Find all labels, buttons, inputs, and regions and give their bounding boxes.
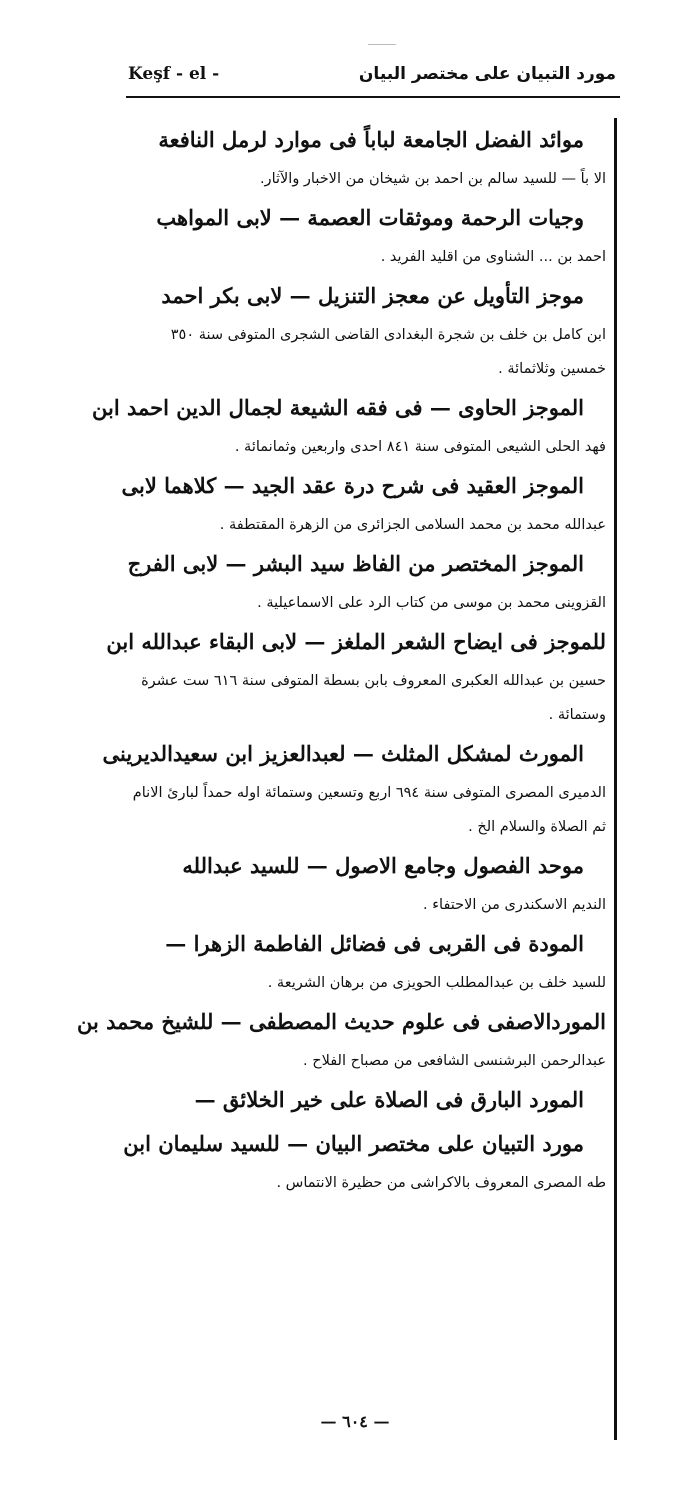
header-book-title: مورد التبيان على مختصر البيان	[358, 64, 616, 84]
entry-title: المورد البارق فى الصلاة على خير الخلائق —	[194, 1087, 584, 1112]
entry	[92, 386, 606, 464]
entry	[128, 1078, 606, 1122]
entry-description: احمد بن ... الشناوى من اقليد الفريد .	[380, 249, 606, 265]
entry-description: عبدالله محمد بن محمد السلامى الجزائرى من الزهرة المقتطفة .	[219, 517, 606, 533]
header-keyword: Keşf - el -	[128, 64, 220, 84]
entry-description: فهد الحلى الشيعى المتوفى سنة ٨٤١ احدى واربعين وثمانمائة .	[234, 439, 606, 455]
entry-description: القزوينى محمد بن موسى من كتاب الرد على الاسماعيلية .	[257, 595, 606, 611]
top-mark	[368, 44, 396, 45]
entry-title: الموجز العقيد فى شرح درة عقد الجيد — كلاهما لابى	[121, 473, 584, 498]
entry	[128, 922, 606, 1000]
entry-description: حسين بن عبدالله العكبرى المعروف بابن بسطة المتوفى سنة ٦١٦ ست عشرة وستمائة .	[141, 673, 606, 723]
entry	[128, 274, 606, 386]
entry	[102, 732, 606, 844]
entry-description: ابن كامل بن خلف بن شجرة البغدادى القاضى الشجرى المتوفى سنة ٣٥٠ خمسين وثلاثمائة .	[170, 327, 606, 377]
entry-title: مورد التبيان على مختصر البيان — للسيد سليمان ابن	[123, 1131, 584, 1156]
entries-list	[76, 118, 606, 1200]
entry	[123, 1122, 606, 1200]
entry-title: موائد الفضل الجامعة لباباً فى موارد لرمل النافعة	[158, 127, 584, 152]
page-number: — ٦٠٤ —	[320, 1412, 390, 1431]
header-rule	[126, 96, 620, 98]
entry	[128, 196, 606, 274]
side-rule	[614, 118, 617, 1440]
entry-description: الدميرى المصرى المتوفى سنة ٦٩٤ اربع وتسعين وستمائة اوله حمداً لبارئ الانام ثم الصلاة والسلام الخ .	[132, 785, 606, 835]
entry-description: طه المصرى المعروف بالاكراشى من حظيرة الانتماس .	[276, 1175, 606, 1191]
entry-title: موحد الفصول وجامع الاصول — للسيد عبدالله	[182, 853, 584, 878]
entry	[106, 620, 606, 732]
entry-description: الا باً — للسيد سالم بن احمد بن شيخان من الاخبار والآثار.	[259, 171, 606, 187]
entry-title: المورث لمشكل المثلث — لعبدالعزيز ابن سعيدالديرينى	[102, 741, 584, 766]
entry-title: للموجز فى ايضاح الشعر الملغز — لابى البقاء عبدالله ابن	[106, 629, 606, 654]
running-header	[128, 62, 616, 92]
entry-title: المودة فى القربى فى فضائل الفاطمة الزهرا —	[165, 931, 584, 956]
entry	[128, 542, 606, 620]
entry	[128, 844, 606, 922]
entry	[121, 464, 606, 542]
entry-title: الموجز الحاوى — فى فقه الشيعة لجمال الدين احمد ابن	[92, 395, 584, 420]
entry	[128, 118, 606, 196]
entry-title: وجيات الرحمة وموثقات العصمة — لابى المواهب	[156, 205, 584, 230]
entry-description: عبدالرحمن البرشنسى الشافعى من مصباح الفلاح .	[302, 1053, 606, 1069]
entry-description: للسيد خلف بن عبدالمطلب الحويزى من برهان الشريعة .	[267, 975, 606, 991]
entry	[76, 1000, 606, 1078]
entry-title: الموجز المختصر من الفاظ سيد البشر — لابى الفرج	[127, 551, 584, 576]
entry-description: النديم الاسكندرى من الاحتفاء .	[423, 897, 606, 913]
entry-title: موجز التأويل عن معجز التنزيل — لابى بكر احمد	[161, 283, 584, 308]
entry-title: الموردالاصفى فى علوم حديث المصطفى — للشيخ محمد بن	[76, 1009, 606, 1034]
